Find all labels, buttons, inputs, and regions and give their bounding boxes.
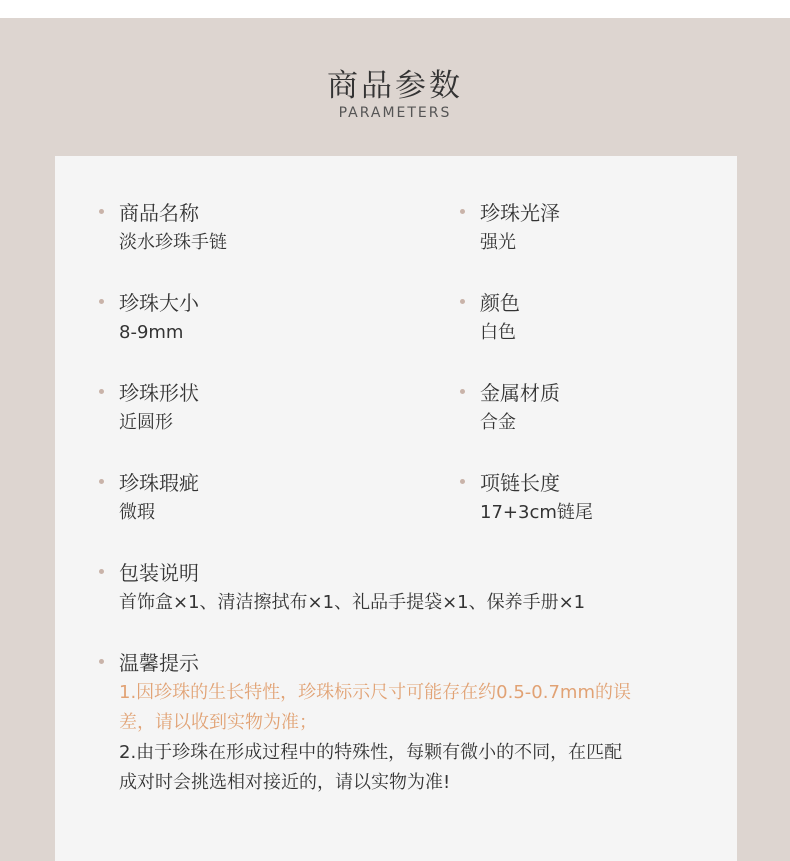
bullet-dot (99, 569, 104, 574)
tips-note-2-line-1: 2.由于珍珠在形成过程中的特殊性，每颗有微小的不同，在匹配 (119, 742, 623, 763)
packaging-label: 包装说明 (119, 561, 199, 585)
tips-note-2-line-2: 成对时会挑选相对接近的，请以实物为准! (119, 772, 451, 793)
bullet-dot (99, 479, 104, 484)
param-item-packaging (119, 558, 585, 618)
param-item-tips (119, 648, 699, 798)
tips-note-1-line-1: 1.因珍珠的生长特性，珍珠标示尺寸可能存在约0.5-0.7mm的误 (119, 682, 631, 703)
param-value: 17+3cm链尾 (480, 502, 593, 523)
param-item-color (480, 288, 520, 348)
param-value: 8-9mm (119, 322, 184, 343)
bullet-dot (99, 209, 104, 214)
param-value: 近圆形 (119, 412, 173, 433)
param-label: 珍珠大小 (119, 291, 199, 315)
param-item-chain-length (480, 468, 593, 528)
param-item-pearl-flaw (119, 468, 199, 528)
param-item-pearl-size (119, 288, 199, 348)
bullet-dot (460, 209, 465, 214)
param-value: 白色 (480, 322, 516, 343)
bullet-dot (460, 479, 465, 484)
param-item-pearl-shape (119, 378, 199, 438)
section-subtitle: PARAMETERS (338, 105, 452, 121)
packaging-value: 首饰盒×1、清洁擦拭布×1、礼品手提袋×1、保养手册×1 (119, 592, 586, 613)
param-value: 强光 (480, 232, 516, 253)
param-item-pearl-luster (480, 198, 560, 258)
param-label: 金属材质 (480, 381, 560, 405)
bullet-dot (99, 299, 104, 304)
param-item-metal-material (480, 378, 560, 438)
param-value: 合金 (480, 412, 516, 433)
param-item-product-name (119, 198, 227, 258)
param-value: 淡水珍珠手链 (119, 232, 227, 253)
param-label: 珍珠形状 (119, 381, 199, 405)
param-label: 颜色 (480, 291, 520, 315)
bullet-dot (99, 389, 104, 394)
section-title: 商品参数 (327, 68, 463, 104)
param-label: 商品名称 (119, 201, 199, 225)
tips-label: 温馨提示 (119, 651, 199, 675)
tips-note-1-line-2: 差，请以收到实物为准； (119, 712, 317, 733)
bullet-dot (460, 299, 465, 304)
bullet-dot (99, 659, 104, 664)
param-label: 珍珠瑕疵 (119, 471, 199, 495)
param-label: 珍珠光泽 (480, 201, 560, 225)
param-value: 微瑕 (119, 502, 155, 523)
bullet-dot (460, 389, 465, 394)
param-label: 项链长度 (480, 471, 560, 495)
parameters-card (55, 156, 737, 861)
